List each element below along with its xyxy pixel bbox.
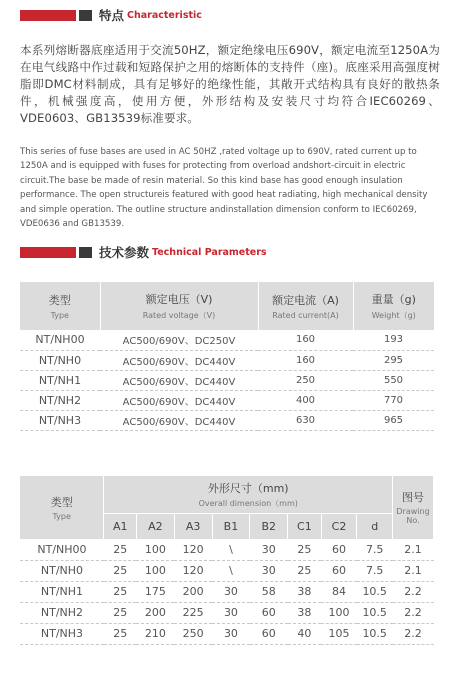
subheader-b1: B1 [212,513,250,539]
table-row [20,350,434,370]
cell-type: NT/NH0 [20,350,100,370]
cell-weight: 965 [353,410,434,430]
intro-paragraph-en: This series of fuse bases are used in AC 50HZ ,rated voltage up to 690V, rated current up to 1250A and is equipped with fuses for protecting from overload andshort-circuit in electric circuit.The base be made of resin material. So this kind base has good enough insulation performance. The open structureis featured with good heat radiating, high mechanical density and simple operation. The outline structure andinstallation dimension conform to IEC60269, VDE0636 and GB13539. [20,147,428,230]
cell-weight: 770 [353,390,434,410]
cell-b2: 58 [250,581,288,602]
cell-type: NT/NH2 [20,602,104,623]
cell-type: NT/NH0 [20,560,104,581]
cell-c2: 84 [321,581,357,602]
cell-b2: 60 [250,623,288,644]
cell-c1: 25 [288,539,322,560]
table-row [20,623,434,644]
cell-voltage: AC500/690V、DC440V [100,410,258,430]
cell-a1: 25 [104,602,137,623]
subheader-c1: C1 [288,513,322,539]
cell-a1: 25 [104,539,137,560]
cell-weight: 550 [353,370,434,390]
cell-type: NT/NH00 [20,539,104,560]
subheader-d: d [357,513,393,539]
cell-c2: 100 [321,602,357,623]
table-row [20,602,434,623]
table-header-row [20,282,434,330]
cell-a3: 225 [174,602,212,623]
section-header-characteristic [20,7,202,23]
intro-paragraph-zh: 本系列熔断器底座适用于交流50HZ，额定绝缘电压690V，额定电流至1250A为在电气线路中作过载和短路保护之用的熔断体的支持件（座)。底座采用高强度树脂即DMC材料制成，具有足够好的绝缘性能，其敞开式结构具有良好的散热条件，机械强度高，使用方便，外形结构及安装尺寸均符合IEC60269、VDE0603、GB13539标准要求。 [20,43,440,125]
cell-drawing: 2.2 [393,623,434,644]
cell-weight: 295 [353,350,434,370]
cell-d: 7.5 [357,560,393,581]
header-drawing-no: 图号 Drawing No. [393,476,434,539]
cell-type: NT/NH2 [20,390,100,410]
cell-voltage: AC500/690V、DC440V [100,370,258,390]
cell-drawing: 2.2 [393,581,434,602]
cell-a1: 25 [104,623,137,644]
cell-d: 10.5 [357,602,393,623]
cell-a2: 200 [136,602,174,623]
cell-c2: 105 [321,623,357,644]
cell-weight: 193 [353,330,434,350]
header-weight: 重量（g) Weight（g) [353,282,434,330]
cell-a3: 200 [174,581,212,602]
cell-type: NT/NH3 [20,623,104,644]
header-red-bar [20,10,76,21]
header-type: 类型 Type [20,282,100,330]
cell-c1: 25 [288,560,322,581]
table-row [20,581,434,602]
header-type: 类型 Type [20,476,104,539]
cell-d: 10.5 [357,581,393,602]
cell-b2: 60 [250,602,288,623]
cell-c1: 40 [288,623,322,644]
cell-a3: 250 [174,623,212,644]
cell-a1: 25 [104,560,137,581]
cell-a3: 120 [174,539,212,560]
cell-type: NT/NH1 [20,370,100,390]
cell-drawing: 2.1 [393,539,434,560]
cell-type: NT/NH1 [20,581,104,602]
header-overall-dimension: 外形尺寸（mm) Overall dimension（mm) [104,476,393,513]
cell-voltage: AC500/690V、DC440V [100,350,258,370]
rated-parameters-table [20,282,434,431]
subheader-a2: A2 [136,513,174,539]
cell-b1: 30 [212,623,250,644]
header-red-bar [20,247,76,258]
cell-b2: 30 [250,560,288,581]
cell-current: 400 [258,390,353,410]
cell-a2: 100 [136,539,174,560]
header-dark-bar [79,10,92,21]
section-header-technical-parameters [20,244,267,260]
header-rated-voltage: 额定电压（V) Rated voltage（V) [100,282,258,330]
cell-a2: 210 [136,623,174,644]
cell-d: 10.5 [357,623,393,644]
subheader-a3: A3 [174,513,212,539]
cell-c1: 38 [288,581,322,602]
cell-a2: 100 [136,560,174,581]
section-title-zh: 特点 [99,8,125,23]
section-title-zh: 技术参数 [99,245,150,260]
header-dark-bar [79,247,92,258]
cell-b2: 30 [250,539,288,560]
cell-b1: \ [212,560,250,581]
cell-type: NT/NH3 [20,410,100,430]
cell-d: 7.5 [357,539,393,560]
header-rated-current: 额定电流（A) Rated current(A) [258,282,353,330]
cell-voltage: AC500/690V、DC440V [100,390,258,410]
cell-a1: 25 [104,581,137,602]
subheader-b2: B2 [250,513,288,539]
table-row [20,560,434,581]
cell-current: 250 [258,370,353,390]
cell-type: NT/NH00 [20,330,100,350]
table-row [20,390,434,410]
cell-drawing: 2.1 [393,560,434,581]
cell-a2: 175 [136,581,174,602]
cell-b1: \ [212,539,250,560]
cell-c2: 60 [321,539,357,560]
overall-dimension-table [20,476,434,645]
cell-current: 630 [258,410,353,430]
table-row [20,410,434,430]
cell-drawing: 2.2 [393,602,434,623]
table-row [20,330,434,350]
cell-b1: 30 [212,602,250,623]
cell-current: 160 [258,350,353,370]
table-row [20,539,434,560]
table-header-row [20,476,434,513]
section-title-en: Characteristic [127,9,202,21]
cell-voltage: AC500/690V、DC250V [100,330,258,350]
cell-c2: 60 [321,560,357,581]
subheader-a1: A1 [104,513,137,539]
table-row [20,370,434,390]
cell-b1: 30 [212,581,250,602]
cell-a3: 120 [174,560,212,581]
subheader-c2: C2 [321,513,357,539]
section-title-en: Technical Parameters [152,246,267,258]
cell-c1: 38 [288,602,322,623]
cell-current: 160 [258,330,353,350]
